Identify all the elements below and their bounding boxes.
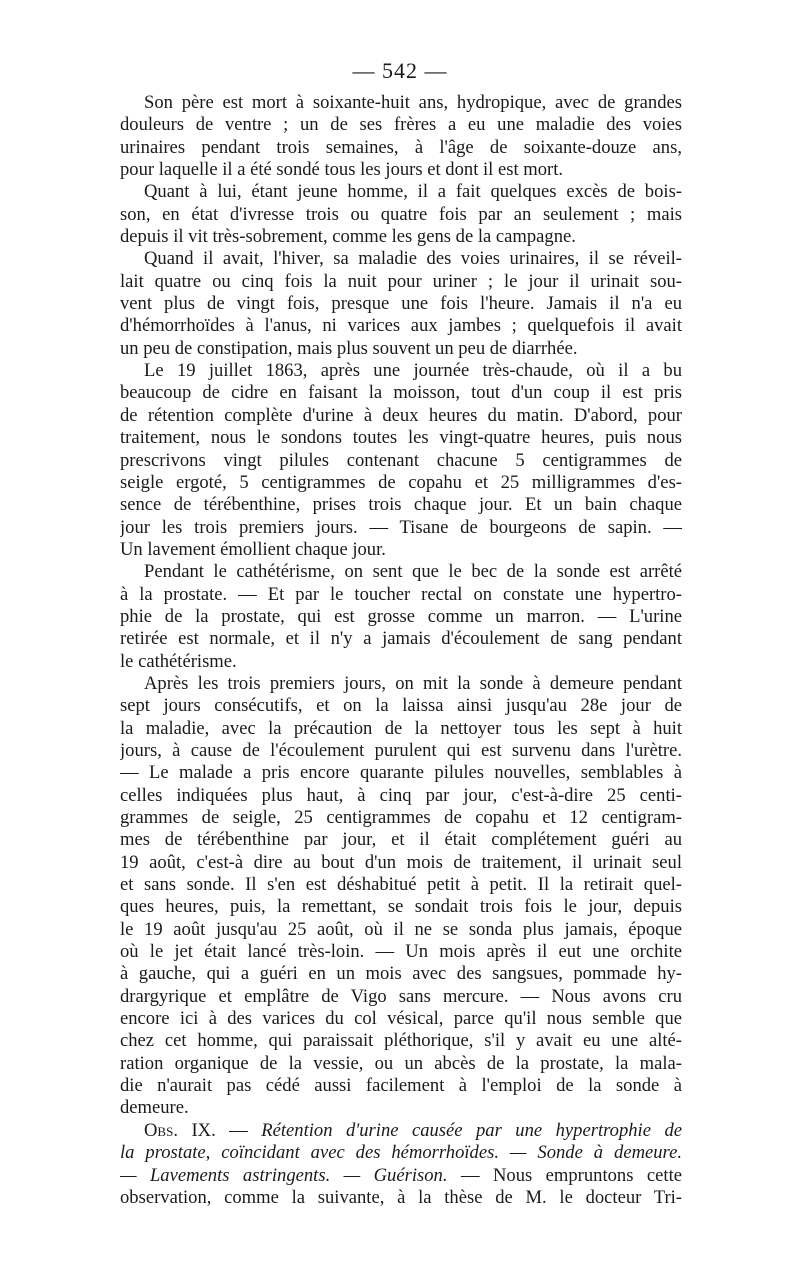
observation-heading-line: [120, 1165, 682, 1187]
text-line: phie de la prostate, qui est grosse comme un marron. — L'urine: [120, 605, 682, 627]
text-line: vent plus de vingt fois, presque une fois l'heure. Jamais il n'a eu: [120, 293, 682, 315]
text-line: Un lavement émollient chaque jour.: [120, 538, 386, 560]
text-line: jours, à cause de l'écoulement purulent qui est survenu dans l'urètre.: [120, 739, 682, 761]
text-line: encore ici à des varices du col vésical, parce qu'il nous semble que: [120, 1008, 682, 1030]
observation-title: — Lavements astringents. — Guérison.: [120, 1164, 448, 1186]
text-line: traitement, nous le sondons toutes les vingt-quatre heures, puis nous: [120, 427, 682, 449]
text-line: Quant à lui, étant jeune homme, il a fait quelques excès de bois-: [144, 181, 682, 203]
observation-label: Obs. IX.: [144, 1119, 216, 1141]
text-line: et sans sonde. Il s'en est déshabitué petit à petit. Il la retirait quel-: [120, 874, 682, 896]
text-line: sence de térébenthine, prises trois chaque jour. Et un bain chaque: [120, 494, 682, 516]
text-line: demeure.: [120, 1097, 189, 1119]
text-line: un peu de constipation, mais plus souvent un peu de diarrhée.: [120, 337, 578, 359]
text-line: jour les trois premiers jours. — Tisane de bourgeons de sapin. —: [120, 516, 682, 538]
text-line: le cathétérisme.: [120, 650, 237, 672]
text-line: die n'aurait pas cédé aussi facilement à l'emploi de la sonde à: [120, 1075, 682, 1097]
text-line: la maladie, avec la précaution de la nettoyer tous les sept à huit: [120, 717, 682, 739]
text-line: seigle ergoté, 5 centigrammes de copahu et 25 milligrammes d'es-: [120, 471, 682, 493]
page-number: — 542 —: [352, 58, 448, 83]
text-line: celles indiquées plus haut, à cinq par jour, c'est-à-dire 25 centi-: [120, 784, 682, 806]
text-line: beaucoup de cidre en faisant la moisson, tout d'un coup il est pris: [120, 382, 682, 404]
text-line: urinaires pendant trois semaines, à l'âge de soixante-douze ans,: [120, 136, 682, 158]
text-line: ques heures, puis, la remettant, se sondait trois fois le jour, depuis: [120, 896, 682, 918]
text-line: observation, comme la suivante, à la thèse de M. le docteur Tri-: [120, 1186, 682, 1208]
text-line: 19 août, c'est-à dire au bout d'un mois de traitement, il urinait seul: [120, 851, 682, 873]
observation-dash: —: [215, 1119, 262, 1141]
text-line: depuis il vit très-sobrement, comme les gens de la campagne.: [120, 226, 576, 248]
text-line: douleurs de ventre ; un de ses frères a eu une maladie des voies: [120, 114, 682, 136]
observation-title: la prostate, coïncidant avec des hémorrhoïdes. — Sonde à demeure.: [120, 1142, 682, 1164]
text-line: retirée est normale, et il n'y a jamais d'écoulement de sang pendant: [120, 628, 682, 650]
text-line: Pendant le cathétérisme, on sent que le bec de la sonde est arrêté: [144, 561, 682, 583]
text-line: Quand il avait, l'hiver, sa maladie des voies urinaires, il se réveil-: [144, 248, 682, 270]
text-line: chez cet homme, qui paraissait pléthorique, s'il y avait eu une alté-: [120, 1030, 682, 1052]
text-line: pour laquelle il a été sondé tous les jours et dont il est mort.: [120, 159, 564, 181]
text-line: le 19 août jusqu'au 25 août, où il ne se sonda plus jamais, époque: [120, 918, 682, 940]
text-line: sept jours consécutifs, et on la laissa ainsi jusqu'au 28e jour de: [120, 695, 682, 717]
observation-heading-line: [120, 1120, 682, 1142]
body-text: [120, 92, 682, 1209]
text-line: prescrivons vingt pilules contenant chacune 5 centigrammes de: [120, 449, 682, 471]
observation-title: Rétention d'urine causée par une hypertrophie de: [261, 1119, 682, 1141]
text-line: grammes de seigle, 25 centigrammes de copahu et 12 centigram-: [120, 807, 682, 828]
text-line: son, en état d'ivresse trois ou quatre fois par an seulement ; mais: [120, 203, 682, 225]
text-line: où le jet était lancé très-loin. — Un mois après il eut une orchite: [120, 941, 682, 963]
text-line: mes de térébenthine par jour, et il était complétement guéri au: [120, 829, 682, 851]
text-line: Après les trois premiers jours, on mit la sonde à demeure pendant: [144, 672, 682, 694]
observation-text: — Nous empruntons cette: [447, 1164, 682, 1186]
text-line: de rétention complète d'urine à deux heures du matin. D'abord, pour: [120, 404, 682, 426]
text-line: à gauche, qui a guéri en un mois avec des sangsues, pommade hy-: [120, 963, 682, 985]
text-line: Son père est mort à soixante-huit ans, hydropique, avec de grandes: [144, 92, 682, 113]
text-line: à la prostate. — Et par le toucher rectal on constate une hypertro-: [120, 583, 682, 605]
text-line: d'hémorrhoïdes à l'anus, ni varices aux jambes ; quelquefois il avait: [120, 315, 682, 337]
text-line: drargyrique et emplâtre de Vigo sans mercure. — Nous avons cru: [120, 985, 682, 1007]
text-line: Le 19 juillet 1863, après une journée très-chaude, où il a bu: [144, 360, 682, 382]
text-line: ration organique de la vessie, ou un abcès de la prostate, la mala-: [120, 1052, 682, 1074]
text-line: lait quatre ou cinq fois la nuit pour uriner ; le jour il urinait sou-: [120, 270, 682, 292]
text-line: — Le malade a pris encore quarante pilules nouvelles, semblables à: [120, 762, 682, 784]
observation-heading-line: [120, 1142, 682, 1164]
